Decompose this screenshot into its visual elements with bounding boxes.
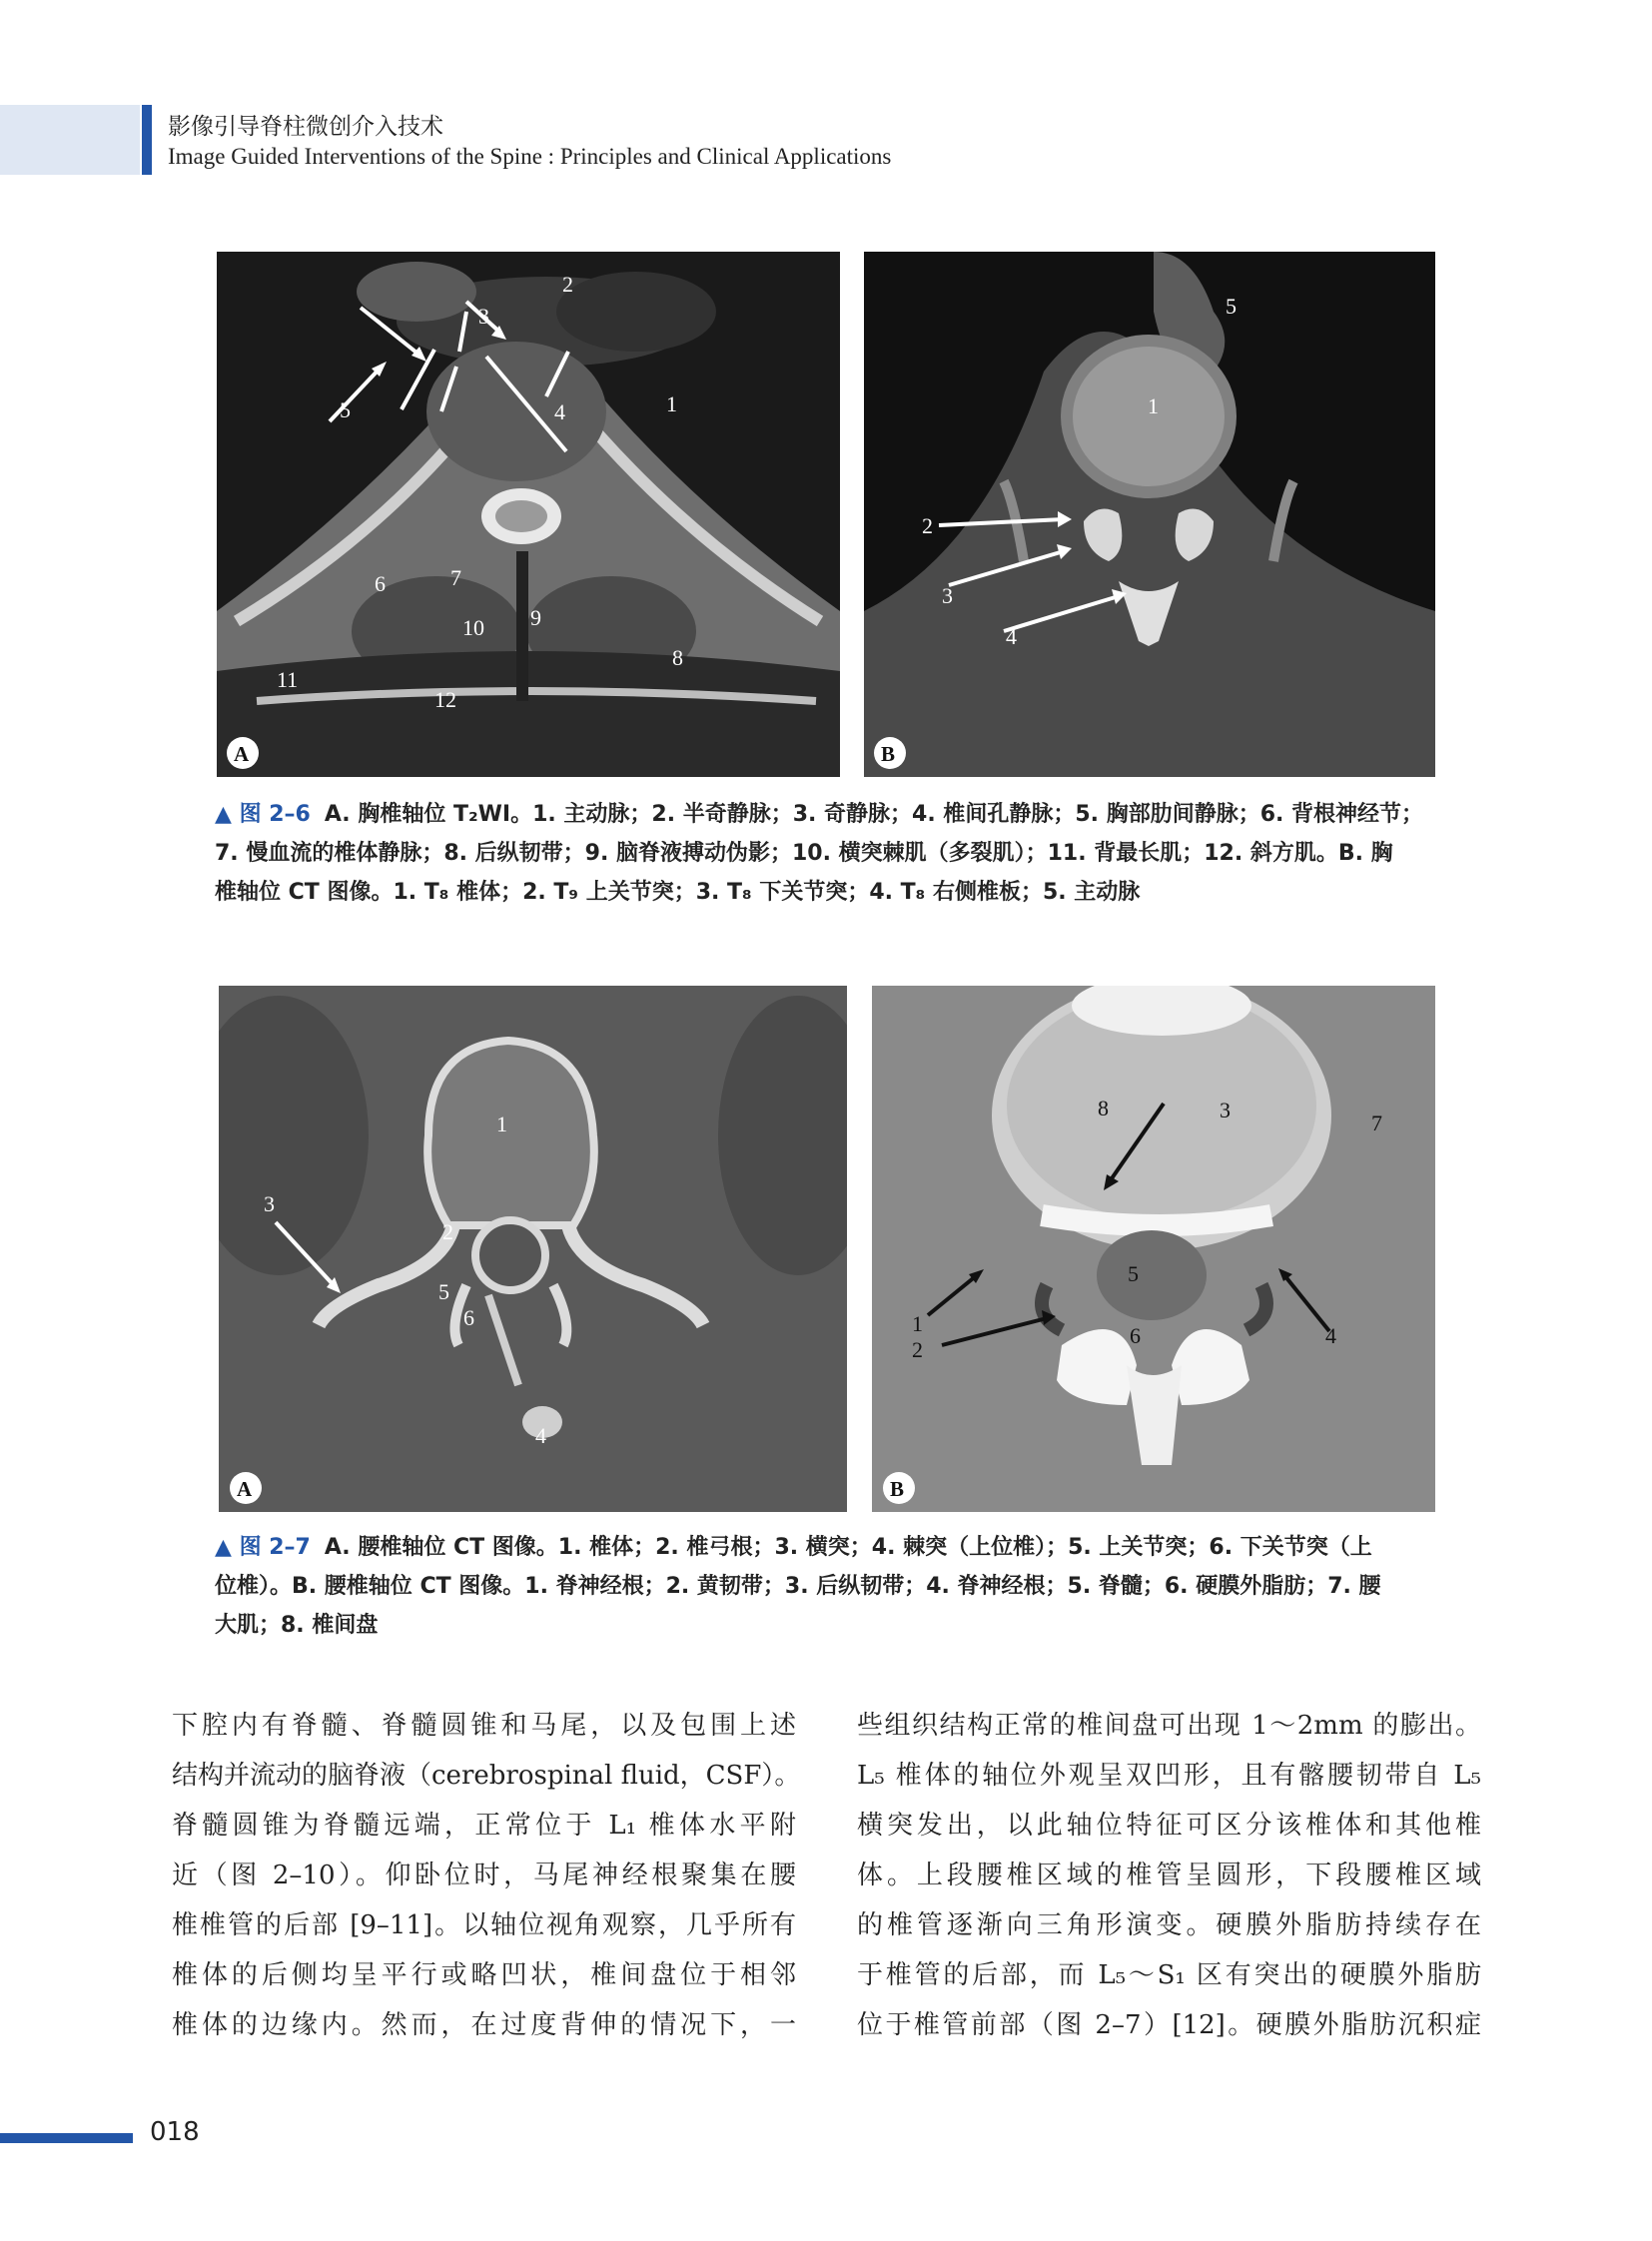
body-line: 椎体的边缘内。然而，在过度背伸的情况下，一 bbox=[172, 2010, 796, 2040]
figure-2-6-panel-b bbox=[864, 252, 1435, 777]
header-accent-bar bbox=[142, 105, 152, 175]
ct-lumbar-bone-image bbox=[219, 986, 847, 1512]
figure-2-7-panel-b bbox=[872, 986, 1435, 1512]
body-line: 横突发出，以此轴位特征可区分该椎体和其他椎 bbox=[857, 1811, 1481, 1841]
caption-line: 大肌；8. 椎间盘 bbox=[215, 1613, 379, 1638]
fig-2-6a-label-11: 11 bbox=[277, 667, 299, 692]
caption-figure-number: 图 2–7 bbox=[239, 1535, 311, 1560]
figure-2-7-panel-a bbox=[219, 986, 847, 1512]
figure-2-6-panel-a bbox=[217, 252, 840, 777]
fig-2-6b-label-1: 1 bbox=[1148, 393, 1159, 418]
fig-2-7a-label-5: 5 bbox=[438, 1279, 449, 1304]
fig-2-6a-label-10: 10 bbox=[462, 615, 484, 640]
fig-2-7a-label-6: 6 bbox=[463, 1305, 474, 1330]
body-line: 于椎管的后部，而 L₅～S₁ 区有突出的硬膜外脂肪 bbox=[857, 1960, 1481, 1990]
caption-marker: ▲ bbox=[215, 802, 232, 827]
caption-line: 7. 慢血流的椎体静脉；8. 后纵韧带；9. 脑脊液搏动伪影；10. 横突棘肌（多裂肌）；11. 背最长肌；12. 斜方肌。B. 胸 bbox=[215, 841, 1393, 866]
fig-2-7b-label-2: 2 bbox=[912, 1337, 923, 1362]
fig-2-6a-label-6: 6 bbox=[375, 571, 386, 596]
fig-2-7b-label-8: 8 bbox=[1098, 1096, 1109, 1120]
caption-figure-number: 图 2–6 bbox=[239, 802, 311, 827]
fig-2-7b-label-7: 7 bbox=[1371, 1111, 1382, 1135]
fig-2-6a-label-5: 5 bbox=[340, 397, 351, 422]
fig-2-6a-badge: A bbox=[234, 742, 250, 766]
body-line: 位于椎管前部（图 2–7）[12]。硬膜外脂肪沉积症 bbox=[857, 2010, 1481, 2040]
caption-line bbox=[215, 795, 1443, 834]
page-number-bar bbox=[0, 2133, 133, 2143]
fig-2-7b-badge: B bbox=[890, 1477, 905, 1501]
fig-2-7b-label-3: 3 bbox=[1220, 1098, 1231, 1122]
fig-2-6a-label-2: 2 bbox=[562, 272, 573, 297]
page-number: 018 bbox=[150, 2117, 200, 2147]
fig-2-6b-label-4: 4 bbox=[1006, 624, 1017, 649]
figure-2-7-caption bbox=[215, 1528, 1443, 1645]
mri-thoracic-image bbox=[217, 252, 840, 777]
fig-2-7b-label-6: 6 bbox=[1130, 1323, 1141, 1348]
body-left-column bbox=[172, 1701, 801, 2050]
fig-2-6a-label-3: 3 bbox=[478, 304, 489, 329]
body-line: 的椎管逐渐向三角形演变。硬膜外脂肪持续存在 bbox=[857, 1910, 1481, 1940]
body-line: 椎椎管的后部 [9–11]。以轴位视角观察，几乎所有 bbox=[172, 1910, 796, 1940]
body-line: 结构并流动的脑脊液（cerebrospinal fluid，CSF）。 bbox=[172, 1761, 801, 1791]
fig-2-6b-label-5: 5 bbox=[1226, 294, 1237, 319]
figure-2-6-caption bbox=[215, 795, 1443, 912]
body-line: L₅ 椎体的轴位外观呈双凹形，且有髂腰韧带自 L₅ bbox=[857, 1761, 1481, 1791]
caption-line: 位椎）。B. 腰椎轴位 CT 图像。1. 脊神经根；2. 黄韧带；3. 后纵韧带；4. 脊神经根；5. 脊髓；6. 硬膜外脂肪；7. 腰 bbox=[215, 1574, 1381, 1599]
fig-2-7a-badge: A bbox=[237, 1477, 253, 1501]
body-line: 体。上段腰椎区域的椎管呈圆形，下段腰椎区域 bbox=[857, 1861, 1481, 1890]
body-line: 椎体的后侧均呈平行或略凹状，椎间盘位于相邻 bbox=[172, 1960, 796, 1990]
fig-2-7b-label-4: 4 bbox=[1325, 1323, 1336, 1348]
body-line: 些组织结构正常的椎间盘可出现 1～2mm 的膨出。 bbox=[857, 1711, 1481, 1741]
caption-text: A. 胸椎轴位 T₂WI。1. 主动脉；2. 半奇静脉；3. 奇静脉；4. 椎间孔静脉；5. 胸部肋间静脉；6. 背根神经节； bbox=[324, 802, 1424, 827]
body-line: 近（图 2–10）。仰卧位时，马尾神经根聚集在腰 bbox=[172, 1861, 796, 1890]
fig-2-7a-label-3: 3 bbox=[264, 1191, 275, 1216]
fig-2-6a-label-12: 12 bbox=[434, 687, 456, 712]
header-band bbox=[0, 105, 140, 175]
ct-thoracic-image bbox=[864, 252, 1435, 777]
caption-line bbox=[215, 1528, 1443, 1567]
body-line: 脊髓圆锥为脊髓远端，正常位于 L₁ 椎体水平附 bbox=[172, 1811, 796, 1841]
fig-2-7a-label-2: 2 bbox=[442, 1219, 453, 1244]
fig-2-7a-label-4: 4 bbox=[535, 1423, 546, 1448]
body-line: 下腔内有脊髓、脊髓圆锥和马尾，以及包围上述 bbox=[172, 1711, 796, 1741]
fig-2-7b-label-1: 1 bbox=[912, 1311, 923, 1336]
caption-text: A. 腰椎轴位 CT 图像。1. 椎体；2. 椎弓根；3. 横突；4. 棘突（上位椎）；5. 上关节突；6. 下关节突（上 bbox=[324, 1535, 1372, 1560]
fig-2-6a-label-8: 8 bbox=[672, 645, 683, 670]
body-right-column bbox=[857, 1701, 1481, 2050]
caption-line: 椎轴位 CT 图像。1. T₈ 椎体；2. T₉ 上关节突；3. T₈ 下关节突；4. T₈ 右侧椎板；5. 主动脉 bbox=[215, 880, 1141, 905]
fig-2-6a-label-7: 7 bbox=[450, 565, 461, 590]
caption-marker: ▲ bbox=[215, 1535, 232, 1560]
fig-2-7b-label-5: 5 bbox=[1128, 1261, 1139, 1286]
fig-2-6a-label-9: 9 bbox=[530, 605, 541, 630]
book-title-cn: 影像引导脊柱微创介入技术 bbox=[168, 114, 443, 140]
fig-2-7a-label-1: 1 bbox=[496, 1112, 507, 1136]
book-title-en: Image Guided Interventions of the Spine : Principles and Clinical Applications bbox=[168, 144, 892, 169]
fig-2-6b-label-2: 2 bbox=[922, 513, 933, 538]
fig-2-6b-label-3: 3 bbox=[942, 583, 953, 608]
fig-2-6b-badge: B bbox=[881, 742, 896, 766]
ct-lumbar-soft-image bbox=[872, 986, 1435, 1512]
fig-2-6a-label-4: 4 bbox=[554, 399, 565, 424]
fig-2-6a-label-1: 1 bbox=[666, 391, 677, 416]
